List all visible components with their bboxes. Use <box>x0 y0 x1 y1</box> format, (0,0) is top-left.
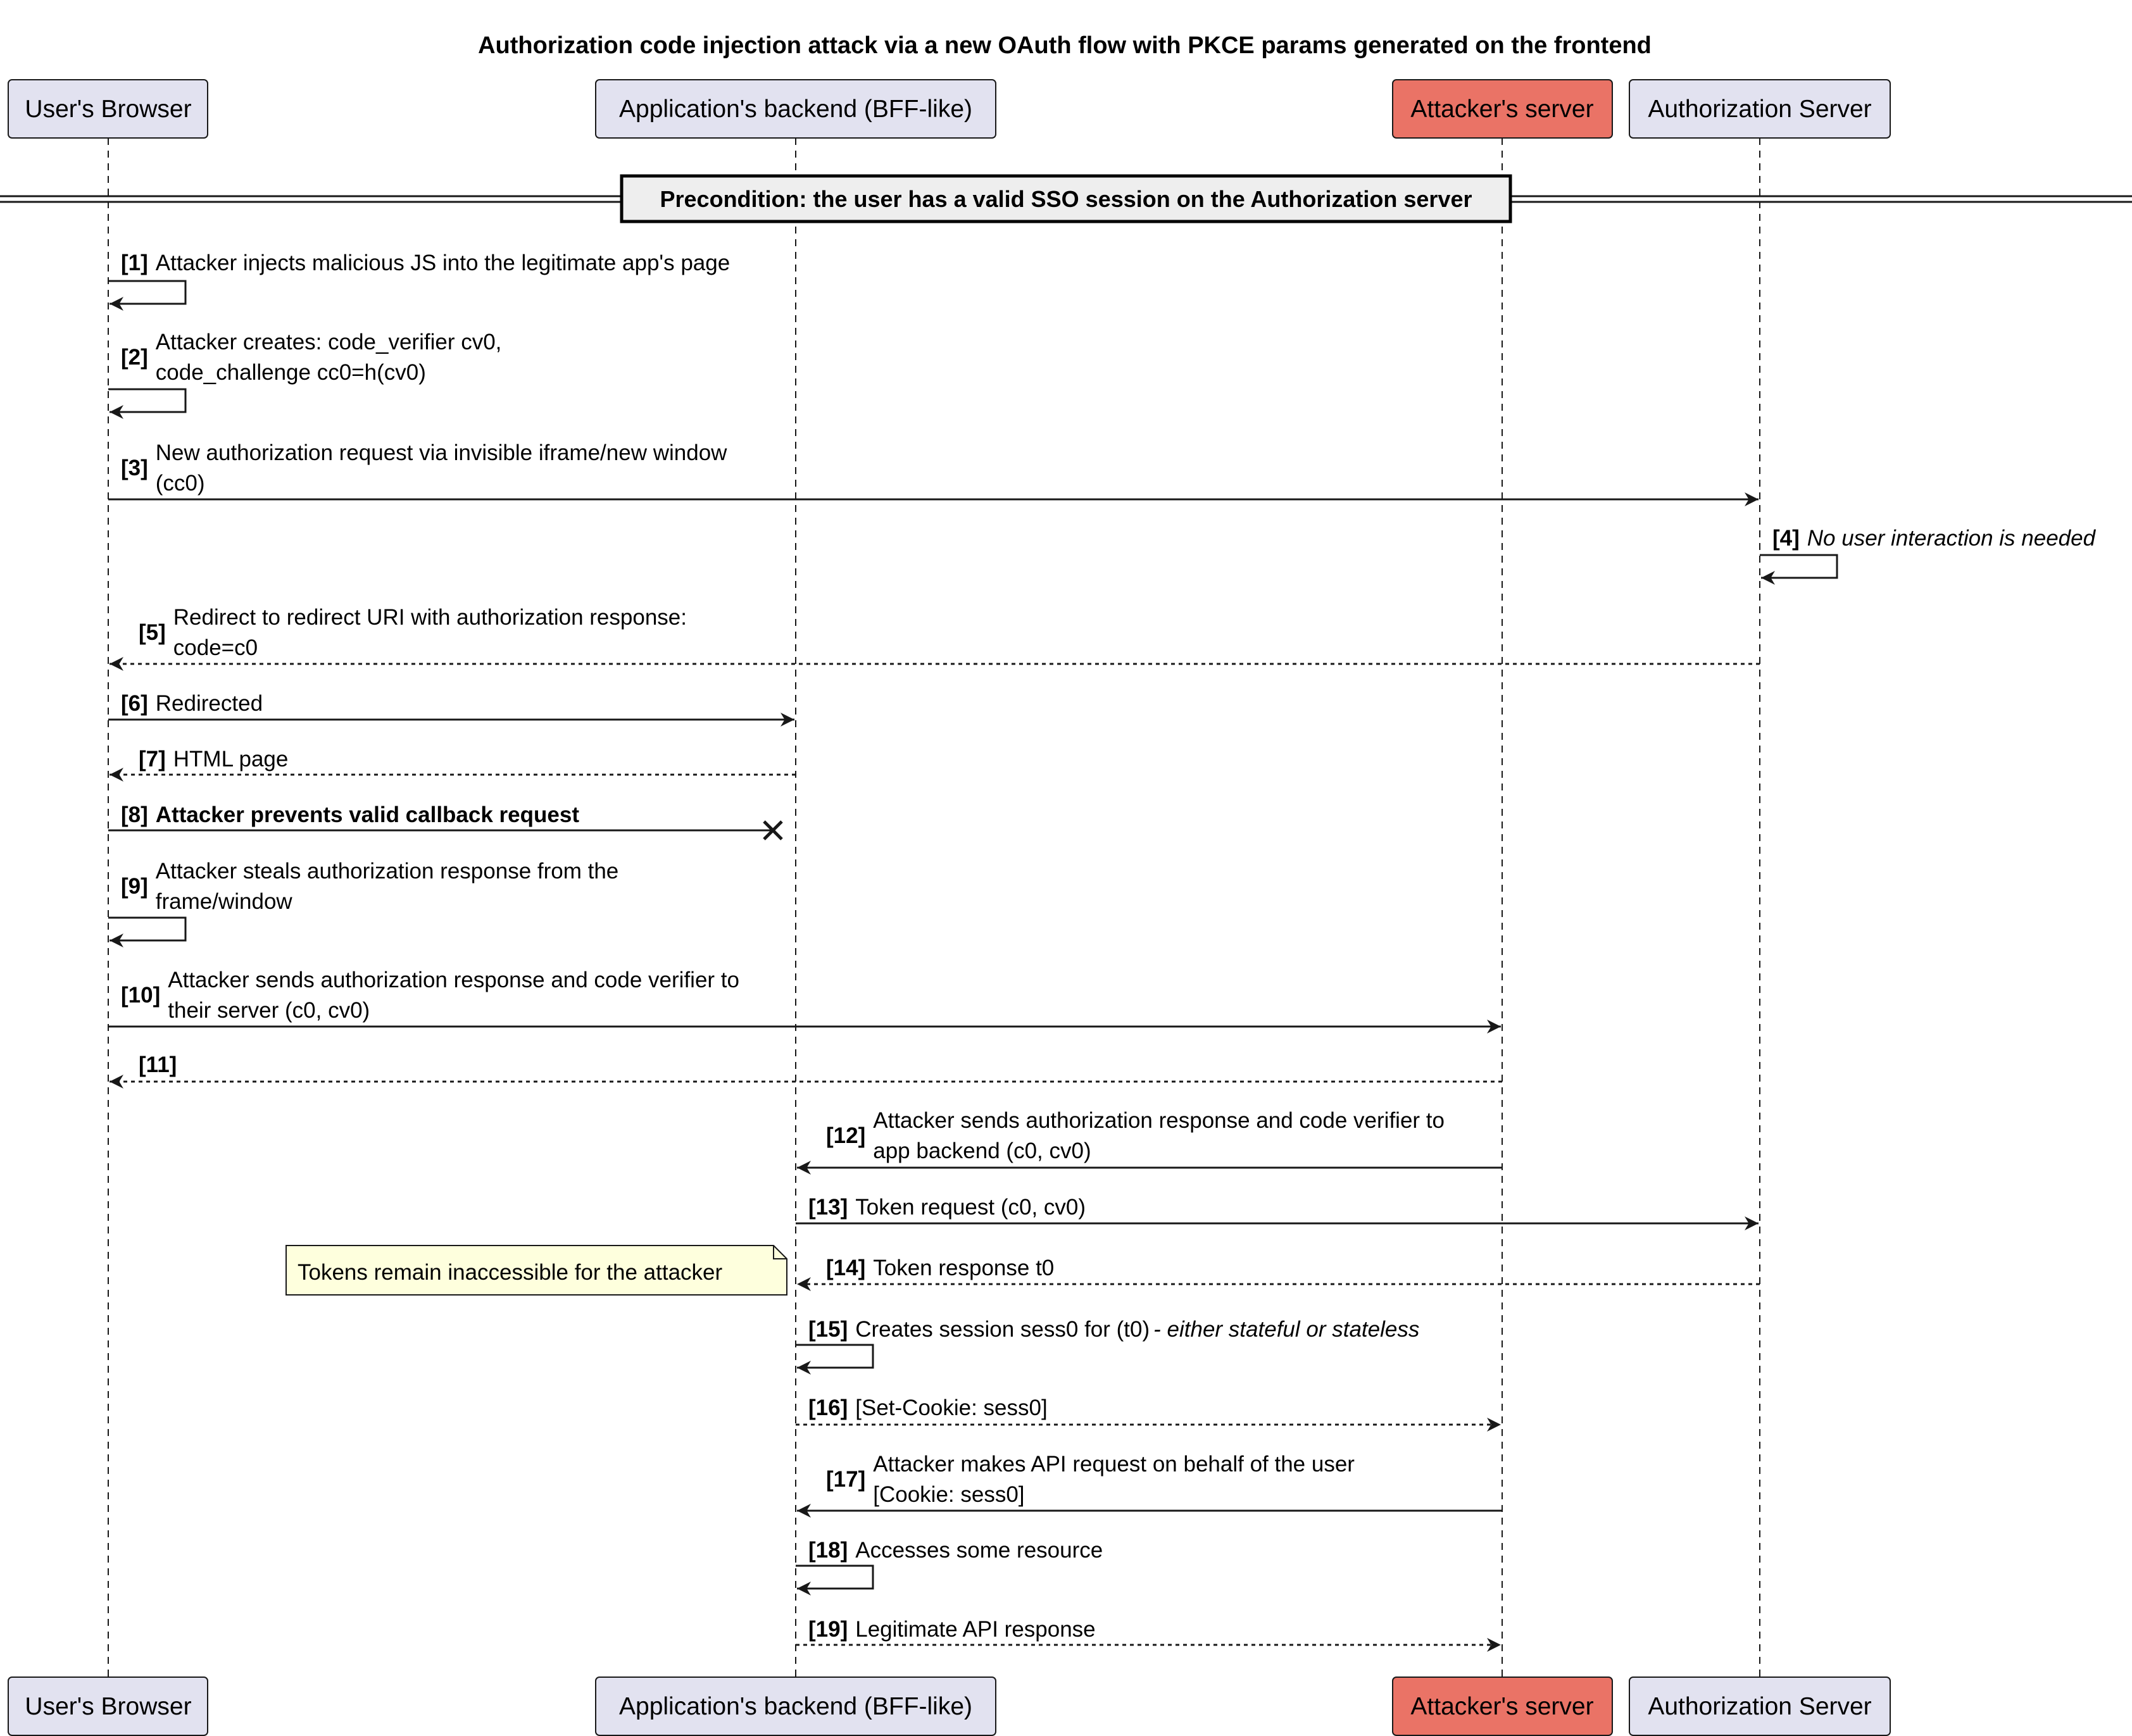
message-12 <box>797 1108 1502 1168</box>
message-label: Attacker prevents valid callback request <box>155 802 579 827</box>
message-arrow <box>796 1566 873 1589</box>
message-7 <box>110 747 796 775</box>
participant-label: Application's backend (BFF-like) <box>619 1693 972 1720</box>
message-6 <box>108 691 794 720</box>
message-label: Attacker sends authorization response and code verifier to <box>873 1108 1445 1133</box>
message-number: [7] <box>139 747 166 771</box>
message-number: [12] <box>826 1123 866 1148</box>
message-label: Creates session sess0 for (t0) <box>855 1317 1150 1342</box>
message-arrow <box>108 281 185 304</box>
participant-label: Application's backend (BFF-like) <box>619 96 972 123</box>
message-arrow <box>108 918 185 940</box>
participant-label: Authorization Server <box>1648 96 1872 123</box>
message-4 <box>1760 526 2097 578</box>
message-number: [16] <box>808 1396 848 1420</box>
diagram-title: Authorization code injection attack via a new OAuth flow with PKCE params generated on the frontend <box>478 32 1652 59</box>
message-14 <box>797 1256 1760 1284</box>
message-1 <box>108 251 730 304</box>
message-number: [2] <box>121 345 148 370</box>
message-label: Token request (c0, cv0) <box>855 1195 1086 1220</box>
message-8 <box>108 802 782 839</box>
message-arrow <box>1760 555 1837 578</box>
message-number: [18] <box>808 1538 848 1563</box>
message-label-italic: - either stateful or stateless <box>1153 1317 1420 1342</box>
participant-attacker-bottom <box>1393 1677 1612 1735</box>
participant-attacker-top <box>1393 80 1612 138</box>
message-label: (cc0) <box>155 471 205 496</box>
note <box>286 1246 787 1295</box>
message-number: [14] <box>826 1256 866 1280</box>
note-text: Tokens remain inaccessible for the attacker <box>298 1260 723 1285</box>
message-number: [15] <box>808 1317 848 1342</box>
precondition-text: Precondition: the user has a valid SSO session on the Authorization server <box>660 186 1472 212</box>
participant-as-bottom <box>1629 1677 1890 1735</box>
message-number: [9] <box>121 874 148 899</box>
participant-as-top <box>1629 80 1890 138</box>
message-label: frame/window <box>155 889 292 914</box>
message-label: Attacker creates: code_verifier cv0, <box>155 330 502 354</box>
message-label: their server (c0, cv0) <box>168 998 370 1023</box>
message-arrow <box>796 1345 873 1368</box>
message-label: Redirect to redirect URI with authorization response: <box>173 605 687 630</box>
message-number: [3] <box>121 456 148 480</box>
message-16 <box>796 1396 1501 1425</box>
message-17 <box>797 1452 1502 1511</box>
message-label: code_challenge cc0=h(cv0) <box>155 360 426 385</box>
participant-label: Authorization Server <box>1648 1693 1872 1720</box>
message-label: No user interaction is needed <box>1807 526 2096 551</box>
participant-label: User's Browser <box>25 1693 192 1720</box>
message-label: Legitimate API response <box>855 1617 1096 1642</box>
message-label: Attacker injects malicious JS into the legitimate app's page <box>155 251 731 275</box>
participant-label: Attacker's server <box>1410 96 1594 123</box>
message-number: [13] <box>808 1195 848 1220</box>
message-label: HTML page <box>173 747 289 771</box>
precondition-divider <box>0 176 2132 222</box>
participant-label: User's Browser <box>25 96 192 123</box>
message-label: Token response t0 <box>873 1256 1055 1280</box>
message-3 <box>108 440 1759 499</box>
message-label: Redirected <box>155 691 263 716</box>
message-number: [10] <box>121 983 161 1008</box>
message-label: Attacker makes API request on behalf of the user <box>873 1452 1355 1477</box>
message-15 <box>796 1317 1419 1368</box>
message-number: [19] <box>808 1617 848 1642</box>
message-label: [Cookie: sess0] <box>873 1482 1025 1507</box>
message-13 <box>796 1195 1759 1223</box>
message-number: [1] <box>121 251 148 275</box>
message-label: Attacker steals authorization response from the <box>155 859 619 884</box>
message-number: [17] <box>826 1467 866 1492</box>
message-number: [6] <box>121 691 148 716</box>
message-label: code=c0 <box>173 635 258 660</box>
message-19 <box>796 1617 1501 1645</box>
message-label: [Set-Cookie: sess0] <box>855 1396 1048 1420</box>
message-2 <box>108 330 501 412</box>
message-label: Attacker sends authorization response and code verifier to <box>168 968 739 992</box>
message-9 <box>108 859 618 940</box>
message-number: [4] <box>1772 526 1800 551</box>
message-5 <box>110 605 1760 664</box>
message-11 <box>110 1052 1502 1082</box>
message-number: [5] <box>139 620 166 645</box>
participant-label: Attacker's server <box>1410 1693 1594 1720</box>
message-number: [11] <box>139 1052 177 1077</box>
message-label: app backend (c0, cv0) <box>873 1139 1091 1163</box>
message-number: [8] <box>121 802 148 827</box>
message-18 <box>796 1538 1103 1589</box>
message-label: New authorization request via invisible iframe/new window <box>155 440 727 465</box>
participant-browser-bottom <box>8 1677 208 1735</box>
message-arrow <box>108 389 185 412</box>
message-10 <box>108 968 1501 1027</box>
participant-browser-top <box>8 80 208 138</box>
participant-backend-top <box>596 80 996 138</box>
messages <box>108 251 2097 1645</box>
message-label: Accesses some resource <box>855 1538 1103 1563</box>
participant-backend-bottom <box>596 1677 996 1735</box>
